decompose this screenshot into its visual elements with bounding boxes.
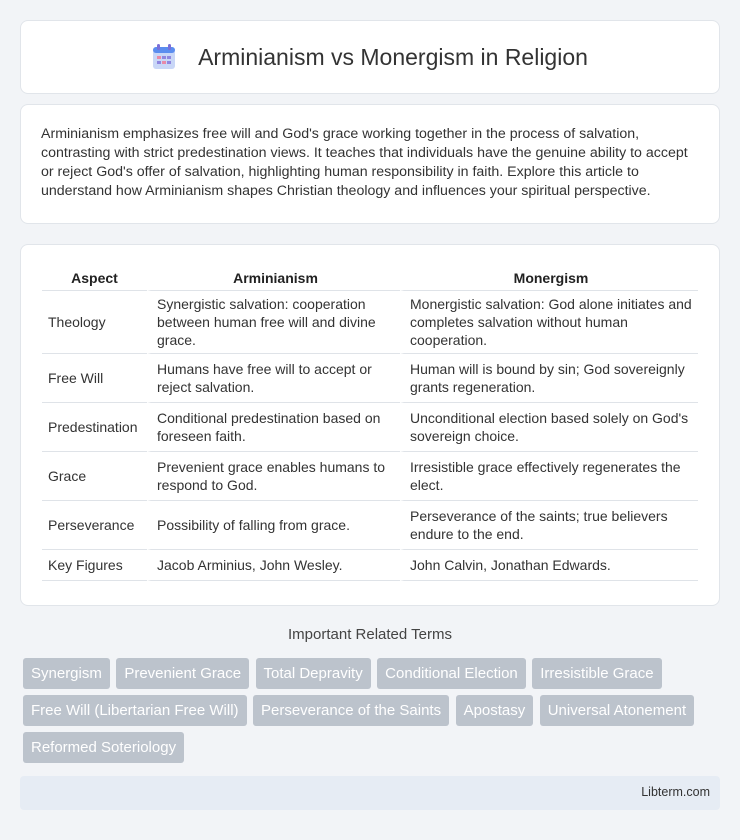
comparison-table-card [20,244,720,606]
table-cell: Grace [42,452,147,501]
term-tag[interactable]: Free Will (Libertarian Free Will) [23,695,247,726]
comparison-table [42,265,698,581]
table-row [42,501,698,550]
table-cell: Perseverance [42,501,147,550]
table-cell: Synergistic salvation: cooperation between human free will and divine grace. [147,291,400,354]
table-cell: Predestination [42,403,147,452]
intro-card [20,104,720,224]
table-row [42,354,698,403]
term-tag[interactable]: Perseverance of the Saints [253,695,449,726]
table-cell: Possibility of falling from grace. [147,501,400,550]
header-aspect: Aspect [42,265,147,291]
term-tag[interactable]: Universal Atonement [540,695,694,726]
calendar-icon [152,44,176,70]
intro-text: Arminianism emphasizes free will and God's grace working together in the process of salvation, contrasting with strict predestination views. It teaches that individuals have the genuine ability to accept or reject God's offer of salvation, highlighting human responsibility in faith. Explore this article to understand how Arminianism shapes Christian theology and influences your spiritual perspective. [41,126,688,199]
table-cell: Perseverance of the saints; true believers endure to the end. [400,501,698,550]
header-monergism: Monergism [400,265,698,291]
table-cell: Prevenient grace enables humans to respond to God. [147,452,400,501]
table-row [42,291,698,354]
table-row [42,550,698,581]
table-header-row [42,265,698,291]
table-cell: Human will is bound by sin; God sovereignly grants regeneration. [400,354,698,403]
table-row [42,452,698,501]
table-cell: Conditional predestination based on foreseen faith. [147,403,400,452]
header-card [20,20,720,94]
term-tag[interactable]: Prevenient Grace [116,658,249,689]
term-tag[interactable]: Reformed Soteriology [23,732,184,763]
table-cell: Humans have free will to accept or reject salvation. [147,354,400,403]
term-tag[interactable]: Total Depravity [256,658,371,689]
footer [20,776,720,810]
table-cell: Key Figures [42,550,147,581]
page-title: Arminianism vs Monergism in Religion [198,43,588,70]
term-tag[interactable]: Apostasy [456,695,534,726]
term-tag[interactable]: Conditional Election [377,658,526,689]
table-row [42,403,698,452]
table-cell: John Calvin, Jonathan Edwards. [400,550,698,581]
table-cell: Free Will [42,354,147,403]
term-tag[interactable]: Synergism [23,658,110,689]
table-cell: Irresistible grace effectively regenerates the elect. [400,452,698,501]
footer-link[interactable]: Libterm.com [641,785,710,799]
table-cell: Jacob Arminius, John Wesley. [147,550,400,581]
table-cell: Theology [42,291,147,354]
table-cell: Monergistic salvation: God alone initiates and completes salvation without human cooperation. [400,291,698,354]
header-arminianism: Arminianism [147,265,400,291]
related-terms-title: Important Related Terms [288,626,452,643]
term-tag[interactable]: Irresistible Grace [532,658,661,689]
table-cell: Unconditional election based solely on God's sovereign choice. [400,403,698,452]
related-terms-list [23,658,723,769]
